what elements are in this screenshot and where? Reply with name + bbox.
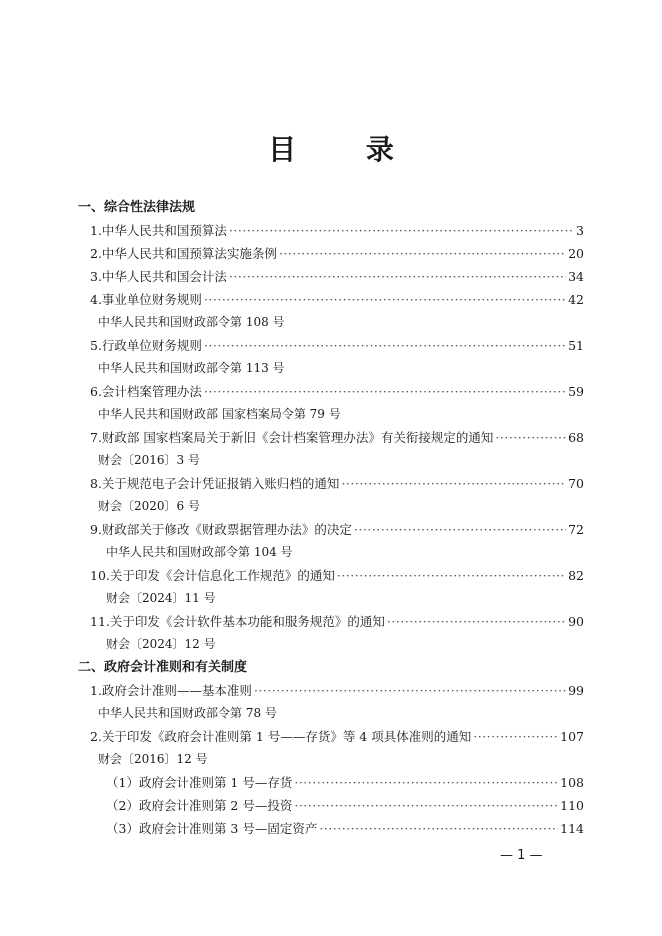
table-of-contents bbox=[78, 196, 584, 840]
toc-entry[interactable] bbox=[78, 518, 584, 541]
dot-leader bbox=[279, 242, 566, 265]
toc-issuer-note: 财会〔2020〕6 号 bbox=[98, 499, 200, 513]
toc-page-number: 42 bbox=[568, 292, 584, 307]
dot-leader bbox=[495, 426, 566, 449]
toc-entry[interactable] bbox=[78, 242, 584, 265]
toc-page-number: 59 bbox=[568, 384, 584, 399]
dot-leader bbox=[254, 679, 566, 702]
toc-page-number: 68 bbox=[568, 430, 584, 445]
toc-entry-title: 3.中华人民共和国会计法 bbox=[90, 269, 227, 284]
dot-leader bbox=[387, 610, 566, 633]
toc-issuer-note: 中华人民共和国财政部令第 113 号 bbox=[98, 361, 285, 375]
toc-issuer-note: 财会〔2016〕3 号 bbox=[98, 453, 200, 467]
toc-entry-title: 10.关于印发《会计信息化工作规范》的通知 bbox=[90, 568, 335, 583]
toc-page-number: 34 bbox=[568, 269, 584, 284]
toc-entry[interactable] bbox=[78, 380, 584, 403]
toc-entry[interactable] bbox=[78, 265, 584, 288]
toc-entry[interactable] bbox=[78, 817, 584, 840]
dot-leader bbox=[337, 564, 566, 587]
toc-entry[interactable] bbox=[78, 610, 584, 633]
toc-entry-title: 8.关于规范电子会计凭证报销入账归档的通知 bbox=[90, 476, 340, 491]
toc-page-number: 99 bbox=[568, 683, 584, 698]
section-heading: 一、综合性法律法规 bbox=[78, 200, 196, 215]
toc-entry[interactable] bbox=[78, 725, 584, 748]
toc-entry[interactable] bbox=[78, 771, 584, 794]
toc-page-number: 72 bbox=[568, 522, 584, 537]
toc-page-number: 20 bbox=[568, 246, 584, 261]
toc-entry-title: 9.财政部关于修改《财政票据管理办法》的决定 bbox=[90, 522, 352, 537]
toc-entry[interactable] bbox=[78, 564, 584, 587]
toc-entry[interactable] bbox=[78, 426, 584, 449]
page-title: 目 录 bbox=[268, 133, 424, 166]
toc-entry[interactable] bbox=[78, 219, 584, 242]
toc-issuer-note: 中华人民共和国财政部 国家档案局令第 79 号 bbox=[98, 407, 341, 421]
dot-leader bbox=[354, 518, 566, 541]
dot-leader bbox=[341, 472, 566, 495]
dot-leader bbox=[204, 380, 566, 403]
toc-issuer-note: 中华人民共和国财政部令第 104 号 bbox=[106, 545, 293, 559]
toc-entry[interactable] bbox=[78, 794, 584, 817]
toc-entry-title: 1.中华人民共和国预算法 bbox=[90, 223, 227, 238]
toc-entry-title: （2）政府会计准则第 2 号—投资 bbox=[106, 798, 293, 813]
toc-entry[interactable] bbox=[78, 472, 584, 495]
dot-leader bbox=[229, 219, 574, 242]
toc-entry-title: 11.关于印发《会计软件基本功能和服务规范》的通知 bbox=[90, 614, 385, 629]
dot-leader bbox=[204, 288, 566, 311]
toc-page-number: 82 bbox=[568, 568, 584, 583]
toc-entry[interactable] bbox=[78, 334, 584, 357]
toc-entry-title: 4.事业单位财务规则 bbox=[90, 292, 202, 307]
toc-entry-title: 2.中华人民共和国预算法实施条例 bbox=[90, 246, 277, 261]
dot-leader bbox=[229, 265, 566, 288]
toc-entry-title: 1.政府会计准则——基本准则 bbox=[90, 683, 252, 698]
toc-entry-title: （1）政府会计准则第 1 号—存货 bbox=[106, 775, 293, 790]
toc-issuer-note: 财会〔2016〕12 号 bbox=[98, 752, 208, 766]
toc-page-number: 3 bbox=[576, 223, 584, 238]
toc-page-number: 90 bbox=[568, 614, 584, 629]
toc-entry-title: 2.关于印发《政府会计准则第 1 号——存货》等 4 项具体准则的通知 bbox=[90, 729, 472, 744]
toc-entry-title: 5.行政单位财务规则 bbox=[90, 338, 202, 353]
toc-page-number: 108 bbox=[560, 775, 584, 790]
toc-page-number: 114 bbox=[560, 821, 584, 836]
toc-entry-title: （3）政府会计准则第 3 号—固定资产 bbox=[106, 821, 318, 836]
toc-entry[interactable] bbox=[78, 679, 584, 702]
toc-issuer-note: 财会〔2024〕11 号 bbox=[106, 591, 216, 605]
toc-issuer-note: 财会〔2024〕12 号 bbox=[106, 637, 216, 651]
toc-issuer-note: 中华人民共和国财政部令第 108 号 bbox=[98, 315, 285, 329]
dot-leader bbox=[204, 334, 566, 357]
dot-leader bbox=[473, 725, 558, 748]
dot-leader bbox=[294, 771, 558, 794]
toc-page-number: 110 bbox=[560, 798, 584, 813]
toc-page-number: 107 bbox=[560, 729, 584, 744]
page-number: — 1 — bbox=[500, 848, 543, 863]
toc-entry-title: 7.财政部 国家档案局关于新旧《会计档案管理办法》有关衔接规定的通知 bbox=[90, 430, 494, 445]
toc-issuer-note: 中华人民共和国财政部令第 78 号 bbox=[98, 706, 277, 720]
toc-page-number: 70 bbox=[568, 476, 584, 491]
section-heading: 二、政府会计准则和有关制度 bbox=[78, 660, 248, 675]
dot-leader bbox=[319, 817, 558, 840]
toc-entry-title: 6.会计档案管理办法 bbox=[90, 384, 202, 399]
dot-leader bbox=[294, 794, 558, 817]
toc-entry[interactable] bbox=[78, 288, 584, 311]
toc-page-number: 51 bbox=[568, 338, 584, 353]
